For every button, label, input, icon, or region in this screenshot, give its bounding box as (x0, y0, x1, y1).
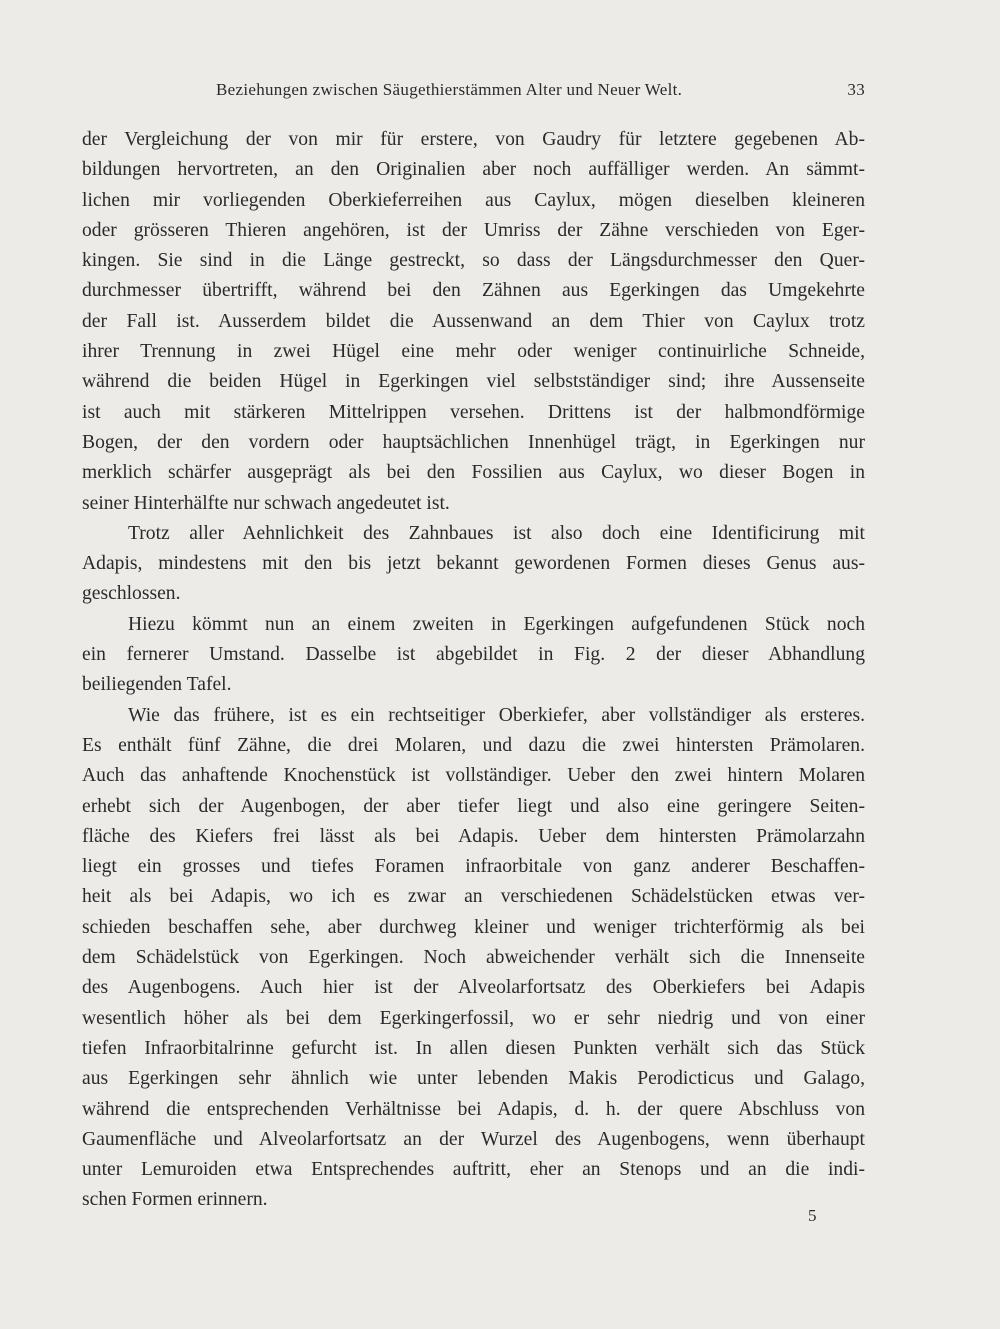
text-line: beiliegenden Tafel. (82, 674, 232, 696)
text-line: Hiezu kömmt nun an einem zweiten in Egerkingen aufgefundenen Stück noch (128, 613, 865, 635)
text-line: heit als bei Adapis, wo ich es zwar an verschiedenen Schädelstücken etwas ver- (82, 886, 865, 908)
paragraph (82, 125, 865, 519)
text-line: kingen. Sie sind in die Länge gestreckt, so dass der Längsdurchmesser den Quer- (82, 250, 865, 272)
text-line: oder grösseren Thieren angehören, ist der Umriss der Zähne verschieden von Eger- (82, 219, 865, 241)
text-line: Bogen, der den vordern oder hauptsächlichen Innenhügel trägt, in Egerkingen nur (82, 431, 865, 453)
text-line: tiefen Infraorbitalrinne gefurcht ist. In allen diesen Punkten verhält sich das Stück (82, 1037, 865, 1059)
text-line: schieden beschaffen sehe, aber durchweg kleiner und weniger trichterförmig als bei (82, 916, 865, 938)
text-line: Wie das frühere, ist es ein rechtseitiger Oberkiefer, aber vollständiger als ersteres. (128, 704, 865, 726)
running-title: Beziehungen zwischen Säugethierstämmen Alter und Neuer Welt. (216, 80, 683, 99)
text-line: durchmesser übertrifft, während bei den Zähnen aus Egerkingen das Umgekehrte (82, 280, 865, 302)
text-line: liegt ein grosses und tiefes Foramen infraorbitale von ganz anderer Beschaffen- (82, 856, 865, 878)
text-line: Adapis, mindestens mit den bis jetzt bekannt gewordenen Formen dieses Genus aus- (82, 553, 865, 575)
text-line: der Fall ist. Ausserdem bildet die Aussenwand an dem Thier von Caylux trotz (82, 310, 865, 332)
text-line: wesentlich höher als bei dem Egerkingerfossil, wo er sehr niedrig und von einer (82, 1007, 865, 1029)
text-line: der Vergleichung der von mir für erstere, von Gaudry für letztere gegebenen Ab- (82, 129, 865, 150)
page-number: 33 (847, 80, 865, 99)
text-line: aus Egerkingen sehr ähnlich wie unter lebenden Makis Perodicticus und Galago, (82, 1068, 865, 1090)
paragraph (82, 610, 865, 701)
text-line: Gaumenfläche und Alveolarfortsatz an der Wurzel des Augenbogens, wenn überhaupt (82, 1128, 865, 1150)
paragraph (82, 519, 865, 610)
text-line: unter Lemuroiden etwa Entsprechendes auftritt, eher an Stenops und an die indi- (82, 1159, 865, 1181)
text-line: Es enthält fünf Zähne, die drei Molaren, und dazu die zwei hintersten Prämolaren. (82, 734, 865, 756)
text-line: geschlossen. (82, 583, 181, 605)
text-line: lichen mir vorliegenden Oberkieferreihen aus Caylux, mögen dieselben kleineren (82, 189, 865, 211)
text-line: erhebt sich der Augenbogen, der aber tiefer liegt und also eine geringere Seiten- (82, 795, 865, 817)
text-line: des Augenbogens. Auch hier ist der Alveolarfortsatz des Oberkiefers bei Adapis (82, 977, 865, 999)
running-header (82, 80, 865, 106)
text-line: ist auch mit stärkeren Mittelrippen versehen. Drittens ist der halbmondförmige (82, 401, 865, 423)
text-line: seiner Hinterhälfte nur schwach angedeutet ist. (82, 492, 450, 514)
text-line: schen Formen erinnern. (82, 1189, 268, 1211)
text-line: ein fernerer Umstand. Dasselbe ist abgebildet in Fig. 2 der dieser Abhandlung (82, 644, 865, 666)
text-line: während die entsprechenden Verhältnisse bei Adapis, d. h. der quere Abschluss von (82, 1098, 865, 1120)
text-line: ihrer Trennung in zwei Hügel eine mehr oder weniger continuirliche Schneide, (82, 341, 865, 363)
text-line: bildungen hervortreten, an den Originalien aber noch auffälliger werden. An sämmt- (82, 159, 865, 181)
text-line: fläche des Kiefers frei lässt als bei Adapis. Ueber dem hintersten Prämolarzahn (82, 825, 865, 847)
text-line: Trotz aller Aehnlichkeit des Zahnbaues ist also doch eine Identificirung mit (128, 522, 865, 544)
text-line: während die beiden Hügel in Egerkingen viel selbstständiger sind; ihre Aussenseite (82, 371, 865, 393)
text-line: dem Schädelstück von Egerkingen. Noch abweichender verhält sich die Innenseite (82, 947, 865, 969)
body-text (82, 125, 865, 1216)
text-line: Auch das anhaftende Knochenstück ist vollständiger. Ueber den zwei hintern Molaren (82, 765, 865, 787)
paragraph (82, 701, 865, 1216)
text-line: merklich schärfer ausgeprägt als bei den Fossilien aus Caylux, wo dieser Bogen in (82, 462, 865, 484)
signature-mark: 5 (808, 1206, 817, 1225)
